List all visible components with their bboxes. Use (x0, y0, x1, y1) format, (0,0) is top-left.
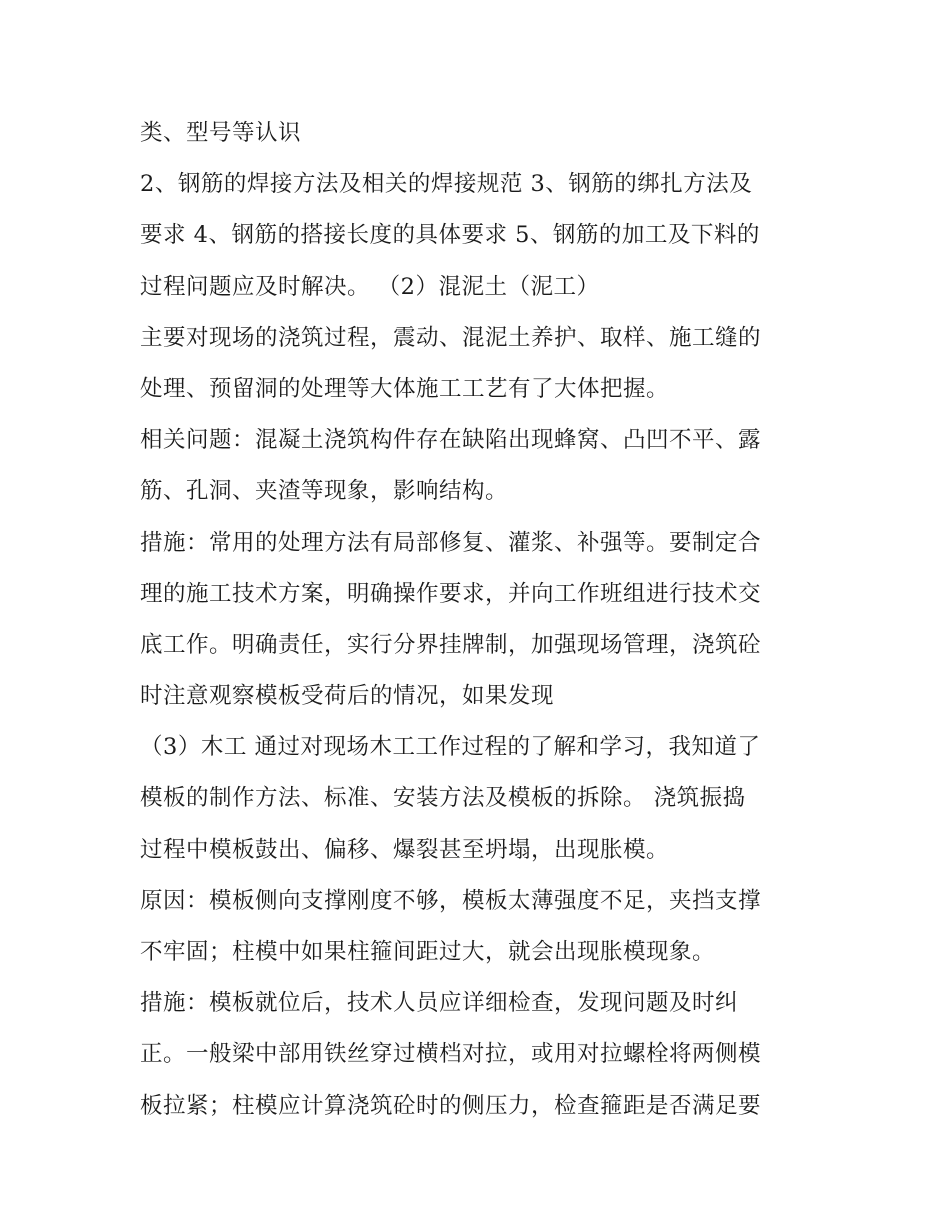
text-line: 过程中模板鼓出、偏移、爆裂甚至坍塌，出现胀模。 (140, 836, 670, 863)
text-line: 2、钢筋的焊接方法及相关的焊接规范 3、钢筋的绑扎方法及 (140, 171, 753, 198)
document-body (140, 108, 820, 1132)
text-line: 主要对现场的浇筑过程，震动、混泥土养护、取样、施工缝的 (140, 324, 762, 351)
text-line: 过程问题应及时解决。 （2）混泥土（泥工） (140, 273, 600, 300)
text-line: 正。一般梁中部用铁丝穿过横档对拉，或用对拉螺栓将两侧模 (140, 1041, 762, 1068)
text-line: 模板的制作方法、标准、安装方法及模板的拆除。 浇筑振捣 (140, 785, 746, 812)
text-line: 筋、孔洞、夹渣等现象，影响结构。 (140, 478, 509, 505)
text-line: 措施：常用的处理方法有局部修复、灌浆、补强等。要制定合 (140, 529, 762, 556)
text-line: 理的施工技术方案，明确操作要求，并向工作班组进行技术交 (140, 580, 762, 607)
text-line: 原因：模板侧向支撑刚度不够，模板太薄强度不足，夹挡支撑 (140, 887, 762, 914)
text-line: 类、型号等认识 (140, 120, 302, 146)
text-line: 措施：模板就位后，技术人员应详细检查，发现问题及时纠 (140, 990, 739, 1017)
text-line: 底工作。明确责任，实行分界挂牌制，加强现场管理，浇筑砼 (140, 631, 762, 658)
text-line: 要求 4、钢筋的搭接长度的具体要求 5、钢筋的加工及下料的 (140, 222, 760, 249)
text-line: 时注意观察模板受荷后的情况，如果发现 (140, 683, 555, 710)
text-line: 处理、预留洞的处理等大体施工工艺有了大体把握。 (140, 375, 670, 402)
text-line: 相关问题：混凝土浇筑构件存在缺陷出现蜂窝、凸凹不平、露 (140, 427, 762, 454)
text-line: 板拉紧；柱模应计算浇筑砼时的侧压力，检查箍距是否满足要 (140, 1092, 762, 1119)
text-line: 不牢固；柱模中如果柱箍间距过大，就会出现胀模现象。 (140, 939, 716, 965)
text-line: （3）木工 通过对现场木工工作过程的了解和学习，我知道了 (140, 734, 761, 761)
